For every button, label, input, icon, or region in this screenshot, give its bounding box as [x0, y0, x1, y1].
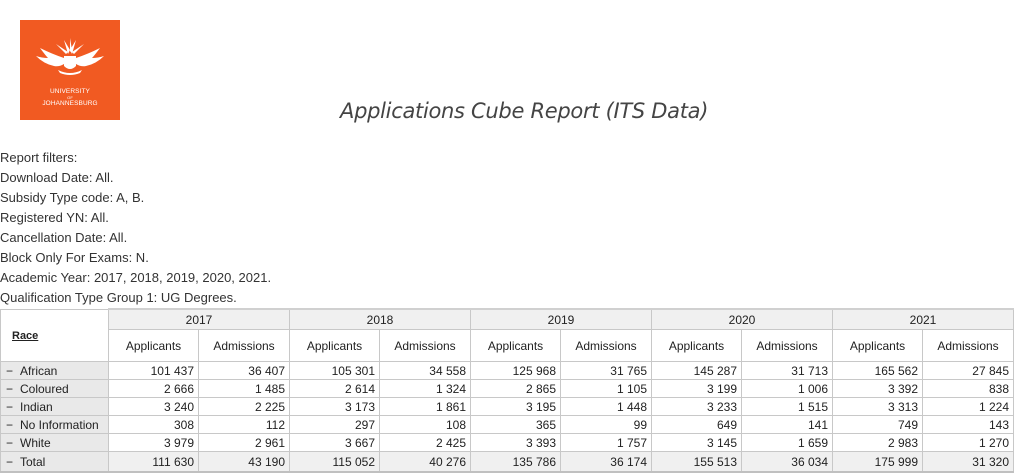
applicants-cell: 2 983 — [833, 434, 923, 452]
admissions-cell: 36 034 — [742, 452, 833, 473]
admissions-cell: 1 006 — [742, 380, 833, 398]
filter-line: Download Date: All. — [0, 170, 114, 185]
admissions-header: Admissions — [199, 330, 290, 362]
race-label[interactable] — [1, 362, 109, 380]
applicants-cell: 175 999 — [833, 452, 923, 473]
admissions-header: Admissions — [742, 330, 833, 362]
collapse-icon[interactable]: − — [6, 381, 14, 396]
admissions-cell: 1 659 — [742, 434, 833, 452]
applicants-cell: 125 968 — [471, 362, 561, 380]
admissions-cell: 1 270 — [923, 434, 1014, 452]
row-label-text: African — [20, 363, 58, 378]
applicants-header: Applicants — [290, 330, 380, 362]
applicants-header: Applicants — [471, 330, 561, 362]
applicants-cell: 3 392 — [833, 380, 923, 398]
applicants-cell: 3 199 — [652, 380, 742, 398]
applicants-cell: 3 393 — [471, 434, 561, 452]
admissions-cell: 31 713 — [742, 362, 833, 380]
admissions-cell: 2 961 — [199, 434, 290, 452]
applicants-cell: 2 865 — [471, 380, 561, 398]
race-label[interactable] — [1, 416, 109, 434]
year-header: 2018 — [290, 309, 471, 330]
admissions-cell: 108 — [380, 416, 471, 434]
applicants-cell: 3 667 — [290, 434, 380, 452]
applicants-cell: 145 287 — [652, 362, 742, 380]
year-header: 2019 — [471, 309, 652, 330]
collapse-icon[interactable]: − — [6, 399, 14, 414]
applicants-cell: 111 630 — [109, 452, 199, 473]
admissions-cell: 1 515 — [742, 398, 833, 416]
applicants-header: Applicants — [652, 330, 742, 362]
applicants-cell: 297 — [290, 416, 380, 434]
race-header[interactable]: Race — [1, 309, 109, 362]
race-label[interactable] — [1, 398, 109, 416]
admissions-cell: 99 — [561, 416, 652, 434]
applicants-cell: 749 — [833, 416, 923, 434]
applicants-cell: 308 — [109, 416, 199, 434]
filter-line: Subsidy Type code: A, B. — [0, 190, 145, 205]
collapse-icon[interactable]: − — [6, 435, 14, 450]
admissions-cell: 838 — [923, 380, 1014, 398]
table-row — [1, 380, 1014, 398]
applicants-cell: 165 562 — [833, 362, 923, 380]
applicants-cell: 3 233 — [652, 398, 742, 416]
race-label[interactable] — [1, 380, 109, 398]
admissions-cell: 27 845 — [923, 362, 1014, 380]
filter-line: Registered YN: All. — [0, 210, 109, 225]
applicants-cell: 365 — [471, 416, 561, 434]
filter-line: Report filters: — [0, 150, 78, 165]
race-label[interactable] — [1, 434, 109, 452]
filter-line: Academic Year: 2017, 2018, 2019, 2020, 2021. — [0, 270, 272, 285]
collapse-icon[interactable]: − — [6, 417, 14, 432]
total-label[interactable] — [1, 452, 109, 473]
row-label-text: No Information — [20, 417, 99, 432]
admissions-cell: 112 — [199, 416, 290, 434]
admissions-cell: 1 861 — [380, 398, 471, 416]
applicants-cell: 3 313 — [833, 398, 923, 416]
crest-icon — [20, 20, 120, 88]
admissions-cell: 31 765 — [561, 362, 652, 380]
admissions-header: Admissions — [380, 330, 471, 362]
filter-line: Cancellation Date: All. — [0, 230, 128, 245]
table-body — [1, 362, 1014, 473]
admissions-cell: 40 276 — [380, 452, 471, 473]
admissions-cell: 1 224 — [923, 398, 1014, 416]
admissions-cell: 2 425 — [380, 434, 471, 452]
logo-text-of: OF — [67, 95, 73, 100]
year-header: 2017 — [109, 309, 290, 330]
filter-line: Qualification Type Group 1: UG Degrees. — [0, 290, 237, 305]
applicants-cell: 649 — [652, 416, 742, 434]
applicants-cell: 2 614 — [290, 380, 380, 398]
row-label-text: Coloured — [20, 381, 69, 396]
university-logo — [20, 20, 120, 120]
year-header: 2020 — [652, 309, 833, 330]
logo-text-johannesburg: JOHANNESBURG — [42, 100, 98, 107]
applicants-cell: 155 513 — [652, 452, 742, 473]
applicants-cell: 3 173 — [290, 398, 380, 416]
admissions-cell: 141 — [742, 416, 833, 434]
admissions-cell: 31 320 — [923, 452, 1014, 473]
admissions-cell: 143 — [923, 416, 1014, 434]
applicants-cell: 3 195 — [471, 398, 561, 416]
table-row — [1, 434, 1014, 452]
applicants-cell: 105 301 — [290, 362, 380, 380]
filter-line: Block Only For Exams: N. — [0, 250, 149, 265]
year-header: 2021 — [833, 309, 1014, 330]
cube-table — [0, 308, 1014, 473]
table-row — [1, 362, 1014, 380]
collapse-icon[interactable]: − — [6, 454, 14, 469]
applicants-header: Applicants — [833, 330, 923, 362]
admissions-cell: 1 485 — [199, 380, 290, 398]
admissions-cell: 1 324 — [380, 380, 471, 398]
admissions-cell: 1 105 — [561, 380, 652, 398]
applicants-cell: 115 052 — [290, 452, 380, 473]
applicants-cell: 3 145 — [652, 434, 742, 452]
total-row — [1, 452, 1014, 473]
applicants-cell: 3 979 — [109, 434, 199, 452]
report-title: Applications Cube Report (ITS Data) — [340, 99, 709, 123]
logo-text-university: UNIVERSITY — [49, 88, 90, 95]
applicants-cell: 135 786 — [471, 452, 561, 473]
applicants-cell: 2 666 — [109, 380, 199, 398]
row-label-text: Indian — [20, 399, 53, 414]
row-label-text: White — [20, 435, 51, 450]
report-filters — [0, 148, 271, 308]
admissions-cell: 36 174 — [561, 452, 652, 473]
row-label-text: Total — [20, 454, 46, 469]
admissions-header: Admissions — [923, 330, 1014, 362]
admissions-cell: 36 407 — [199, 362, 290, 380]
admissions-cell: 1 757 — [561, 434, 652, 452]
applicants-cell: 101 437 — [109, 362, 199, 380]
admissions-cell: 1 448 — [561, 398, 652, 416]
applicants-cell: 3 240 — [109, 398, 199, 416]
admissions-cell: 34 558 — [380, 362, 471, 380]
admissions-header: Admissions — [561, 330, 652, 362]
admissions-cell: 2 225 — [199, 398, 290, 416]
collapse-icon[interactable]: − — [6, 363, 14, 378]
table-row — [1, 398, 1014, 416]
applicants-header: Applicants — [109, 330, 199, 362]
table-row — [1, 416, 1014, 434]
admissions-cell: 43 190 — [199, 452, 290, 473]
